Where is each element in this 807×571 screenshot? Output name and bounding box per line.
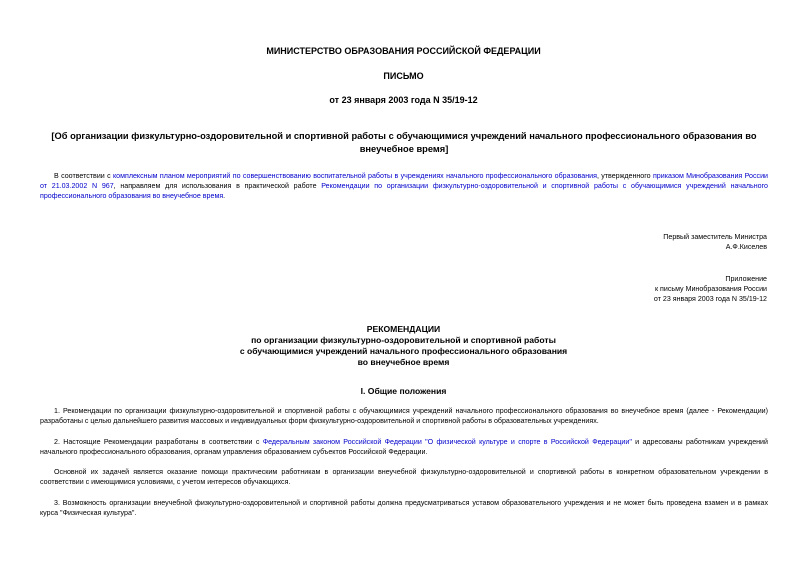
- date-number-heading: от 23 января 2003 года N 35/19-12: [329, 95, 478, 105]
- paragraph-1: 1. Рекомендации по организации физкультурно-оздоровительной и спортивной работы с обучающимися учреждений начального профессионального образования во внеучебное время (далее - Рекомендации) разработаны с целью дальнейшего развития массовых и индивидуальных форм физкультурно-оздоровительной и спортивной работы в образовательных учреждениях.: [40, 407, 768, 425]
- signature-block: [663, 232, 767, 252]
- appendix-block: [654, 274, 767, 304]
- paragraph-4: 3. Возможность организации внеучебной физкультурно-оздоровительной и спортивной работы должна предусматриваться уставом образовательного учреждения и не может быть проведена взамен и в рамках курса "Физическая культура".: [40, 499, 768, 517]
- section-1-heading: I. Общие положения: [360, 386, 447, 396]
- intro-text-1: В соответствии с: [54, 172, 113, 180]
- recommendations-subtitle-3: во внеучебное время: [357, 357, 450, 367]
- signature-name: А.Ф.Киселев: [725, 243, 767, 251]
- appendix-line-3: от 23 января 2003 года N 35/19-12: [653, 295, 767, 303]
- paragraph-2-text-2: и адресованы работникам учреждений начального профессионального образования, органам управления образованием субъектов Российской Федерации.: [40, 438, 768, 456]
- link-order-967[interactable]: приказом Минобразования России от 21.03.2002 N 967: [40, 172, 768, 190]
- recommendations-heading: [0, 324, 807, 368]
- paragraph-2: [40, 437, 768, 457]
- appendix-line-1: Приложение: [725, 275, 767, 283]
- intro-text-4: .: [223, 192, 226, 200]
- recommendations-title: РЕКОМЕНДАЦИИ: [366, 324, 441, 334]
- signature-position: Первый заместитель Министра: [663, 233, 767, 241]
- link-action-plan[interactable]: комплексным планом мероприятий по совершенствованию воспитательной работы в учреждениях начального профессионального образования: [113, 172, 597, 180]
- document-title: [Об организации физкультурно-оздоровительной и спортивной работы с обучающимися учреждений начального профессионального образования во внеучебное время]: [51, 131, 757, 154]
- ministry-heading: МИНИСТЕРСТВО ОБРАЗОВАНИЯ РОССИЙСКОЙ ФЕДЕРАЦИИ: [266, 46, 541, 56]
- link-recommendations[interactable]: Рекомендации по организации физкультурно-оздоровительной и спортивной работы с обучающимися учреждений начального профессионального образования во внеучебное время: [40, 182, 768, 200]
- recommendations-subtitle-1: по организации физкультурно-оздоровительной и спортивной работы: [251, 335, 556, 345]
- intro-text-2: , утвержденного: [596, 172, 653, 180]
- paragraph-2-text-1: 2. Настоящие Рекомендации разработаны в соответствии с: [54, 438, 263, 446]
- intro-paragraph: [40, 171, 768, 201]
- appendix-line-2: к письму Минобразования России: [654, 285, 767, 293]
- doc-type-heading: ПИСЬМО: [383, 71, 424, 81]
- link-federal-law[interactable]: Федеральным законом Российской Федерации "О физической культуре и спорте в Российской Федерации": [262, 438, 632, 446]
- recommendations-subtitle-2: с обучающимися учреждений начального профессионального образования: [239, 346, 568, 356]
- paragraph-3: Основной их задачей является оказание помощи практическим работникам в организации внеучебной физкультурно-оздоровительной и спортивной работы в конкретном образовательном учреждении в соответствии с имеющимися условиями, с учетом интересов обучающихся.: [40, 468, 768, 486]
- intro-text-3: , направляем для использования в практической работе: [113, 182, 322, 190]
